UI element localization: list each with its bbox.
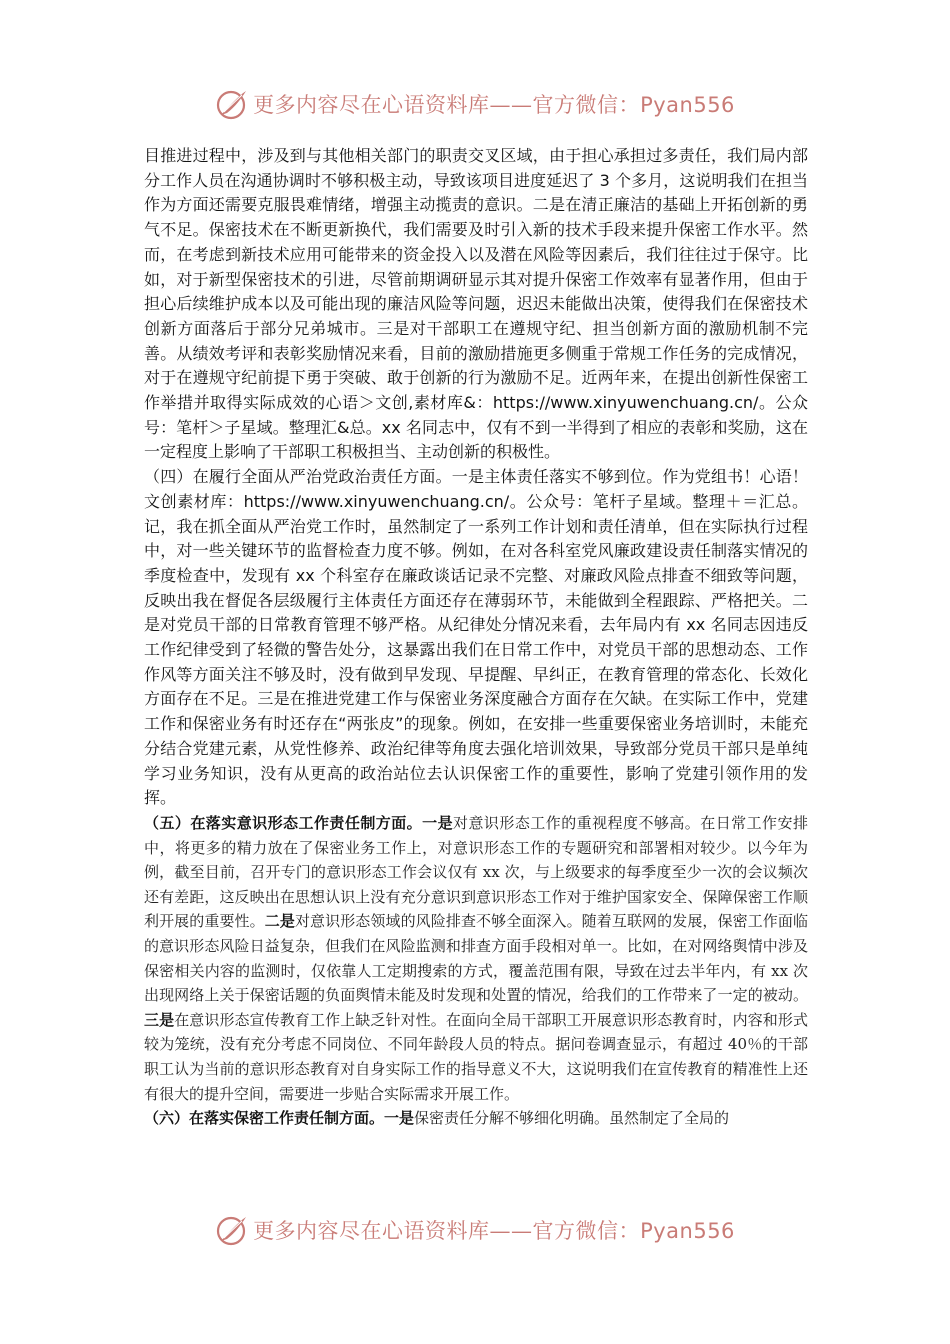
paragraph-continued: 目推进过程中，涉及到与其他相关部门的职责交叉区域，由于担心承担过多责任，我们局内部分工作人员在沟通协调时不够积极主动，导致该项目进度延迟了 3 个多月，这说明我们在担当作为方面还需要克服畏难情绪，增强主动揽责的意识。二是在清正廉洁的基础上开拓创新的勇气不足。保密技术在不断更新换代，我们需要及时引入新的技术手段来提升保密工作水平。然而，在考虑到新技术应用可能带来的资金投入以及潜在风险等因素后，我们往往过于保守。比如，对于新型保密技术的引进，尽管前期调研显示其对提升保密工作效率有显著作用，但由于担心后续维护成本以及可能出现的廉洁风险等问题，迟迟未能做出决策，使得我们在保密技术创新方面落后于部分兄弟城市。三是对干部职工在遵规守纪、担当创新方面的激励机制不完善。从绩效考评和表彰奖励情况来看，目前的激励措施更多侧重于常规工作任务的完成情况，对于在遵规守纪前提下勇于突破、敢于创新的行为激励不足。近两年来，在提出创新性保密工作举措并取得实际成效的心语＞文创,素材库&：https://www.xinyuwenchuang.cn/。公众号：笔杆＞子星域。整理汇&总。xx 名同志中，仅有不到一半得到了相应的表彰和奖励，这在一定程度上影响了干部职工积极担当、主动创新的积极性。 <box>144 146 808 462</box>
header-banner <box>0 82 950 126</box>
section-5-heading: （五）在落实意识形态工作责任制方面。 <box>144 813 423 832</box>
footer-banner <box>0 1208 950 1252</box>
paragraph-section-4: （四）在履行全面从严治党政治责任方面。一是主体责任落实不够到位。作为党组书！心语！文创素材库：https://www.xinyuwenchuang.cn/。公众号：笔杆子星域。整理＋＝汇总。记，我在抓全面从严治党工作时，虽然制定了一系列工作计划和责任清单，但在实际执行过程中，对一些关键环节的监督检查力度不够。例如，在对各科室党风廉政建设责任制落实情况的季度检查中，发现有 xx 个科室存在廉政谈话记录不完整、对廉政风险点排查不细致等问题，反映出我在督促各层级履行主体责任方面还存在薄弱环节，未能做到全程跟踪、严格把关。二是对党员干部的日常教育管理不够严格。从纪律处分情况来看，去年局内有 xx 名同志因违反工作纪律受到了轻微的警告处分，这暴露出我们在日常工作中，对党员干部的思想动态、工作作风等方面关注不够及时，没有做到早发现、早提醒、早纠正，在教育管理的常态化、长效化方面存在不足。三是在推进党建工作与保密业务深度融合方面存在欠缺。在实际工作中，党建工作和保密业务有时还存在“两张皮”的现象。例如，在安排一些重要保密业务培训时，未能充分结合党建元素，从党性修养、政治纪律等角度去强化培训效果，导致部分党员干部只是单纯学习业务知识，没有从更高的政治站位去认识保密工作的重要性，影响了党建引领作用的发挥。 <box>144 467 808 808</box>
document-body <box>144 144 808 1131</box>
feather-logo-icon <box>215 87 249 121</box>
header-banner-text: 更多内容尽在心语资料库——官方微信：Pyan556 <box>253 93 735 117</box>
paragraph-section-6: （六）在落实保密工作责任制方面。一是保密责任分解不够细化明确。虽然制定了全局的 <box>144 1109 730 1128</box>
paragraph-section-5: （五）在落实意识形态工作责任制方面。一是对意识形态工作的重视程度不够高。在日常工作安排中，将更多的精力放在了保密业务工作上，对意识形态工作的专题研究和部署相对较少。以今年为例，截至目前，召开专门的意识形态工作会议仅有 xx 次，与上级要求的每季度至少一次的会议频次还有差距，这反映出在思想认识上没有充分意识到意识形态工作对于维护国家安全、保障保密工作顺利开展的重要性。二是对意识形态领域的风险排查不够全面深入。随着互联网的发展，保密工作面临的意识形态风险日益复杂，但我们在风险监测和排查方面手段相对单一。比如，在对网络舆情中涉及保密相关内容的监测时，仅依靠人工定期搜索的方式，覆盖范围有限，导致在过去半年内，有 xx 次出现网络上关于保密话题的负面舆情未能及时发现和处置的情况，给我们的工作带来了一定的被动。三是在意识形态宣传教育工作上缺乏针对性。在面向全局干部职工开展意识形态教育时，内容和形式较为笼统，没有充分考虑不同岗位、不同年龄段人员的特点。据问卷调查显示，有超过 40％的干部职工认为当前的意识形态教育对自身实际工作的指导意义不大，这说明我们在宣传教育的精准性上还有很大的提升空间，需要进一步贴合实际需求开展工作。 <box>144 813 808 1103</box>
feather-logo-icon <box>215 1213 249 1247</box>
section-6-heading: （六）在落实保密工作责任制方面。 <box>144 1109 385 1128</box>
footer-banner-text: 更多内容尽在心语资料库——官方微信：Pyan556 <box>253 1219 735 1243</box>
